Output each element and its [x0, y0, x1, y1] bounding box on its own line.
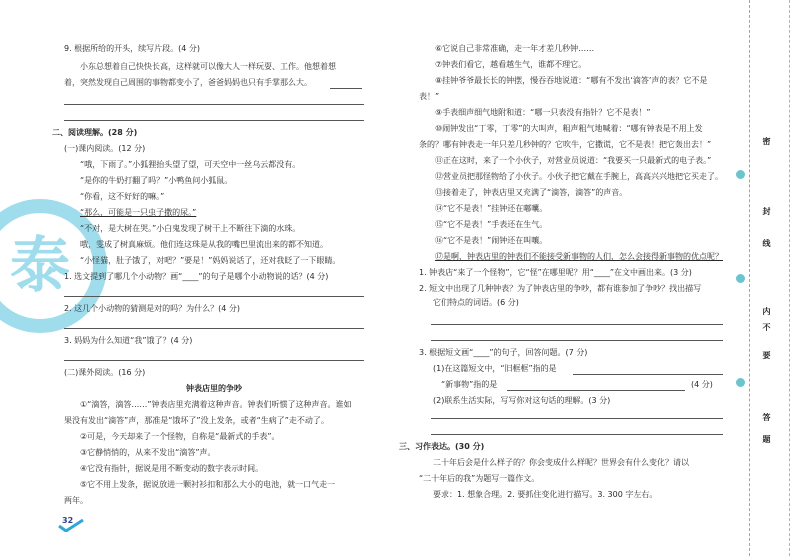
passage-line: “哦，下雨了。”小狐狸抬头望了望，可天空中一丝乌云都没有。 — [80, 160, 301, 169]
answer-line[interactable] — [64, 360, 364, 361]
story-line: 果没有发出“滴答”声，那准是“饿坏了”没上发条，或者“生病了”走不动了。 — [64, 416, 329, 425]
story-line: ⑬接着走了，钟表店里又充满了“滴答，滴答”的声音。 — [435, 188, 628, 197]
seal-text-char: 要 — [762, 351, 771, 360]
question-2-line2: 它们特点的词语。(6 分) — [433, 298, 519, 307]
passage-line: “是你的牛奶打翻了吗？”小鸭鱼问小狐鼠。 — [80, 176, 233, 185]
passage-line: “你看，这不好好的嘛。” — [80, 192, 165, 201]
story-line: 表！” — [419, 92, 440, 101]
answer-line[interactable] — [64, 104, 364, 105]
seal-dot-icon — [736, 274, 745, 283]
answer-line[interactable] — [431, 434, 723, 435]
story-line: ⑨手表细声细气地附和道：“哪一只表没有指针？它不是表！” — [435, 108, 651, 117]
seal-text-char: 题 — [762, 435, 771, 444]
seal-dashed-line — [789, 0, 790, 556]
question-3: 3. 妈妈为什么知道“我”饿了？(4 分) — [64, 336, 193, 345]
story-line: ⑯“它不是表！”闹钟还在叫嚷。 — [435, 236, 548, 245]
question-3-2: (2)联系生活实际，写写你对这句话的理解。(3 分) — [433, 396, 611, 405]
story-line: ⑥它说自己非常准确，走一年才差几秒钟…… — [435, 44, 595, 53]
answer-line[interactable] — [431, 340, 723, 341]
story-line: ②可是，今天却来了一个怪物，自称是“最新式的手表”。 — [80, 432, 280, 441]
page-number: 32 — [62, 516, 74, 525]
right-page — [395, 0, 730, 556]
question-1: 1. 钟表店“来了一个怪物”，它“怪”在哪里呢？用“____”在文中画出来。(3 分) — [419, 268, 692, 277]
seal-text-char: 线 — [762, 239, 771, 248]
question-3-1-points: (4 分) — [691, 380, 713, 389]
seal-line-margin — [733, 0, 800, 556]
question-2-line1: 2. 短文中出现了几种钟表？为了钟表店里的争吵，都有谁参加了争吵？找出描写 — [419, 284, 702, 293]
seal-dot-icon — [736, 378, 745, 387]
svg-text:泰: 泰 — [10, 231, 70, 301]
seal-text-char: 密 — [762, 137, 771, 146]
seal-dashed-line — [749, 0, 750, 556]
story-title: 钟表店里的争吵 — [186, 384, 242, 393]
story-line: ⑧挂钟爷爷最长长的钟摆，慢吞吞地说道：“哪有不发出‘滴答’声的表？它不是 — [435, 76, 708, 85]
answer-line[interactable] — [64, 120, 364, 121]
essay-prompt-line1: 二十年后会是什么样子的？你会变成什么样呢？世界会有什么变化？请以 — [433, 458, 689, 467]
seal-text-char: 内 — [762, 307, 771, 316]
seal-text-char: 不 — [762, 323, 771, 332]
question-3: 3. 根据短文画“____”的句子，回答问题。(7 分) — [419, 348, 588, 357]
q9-title: 9. 根据所给的开头，续写片段。(4 分) — [64, 44, 201, 53]
story-line: ③它静悄悄的，从来不发出“滴答”声。 — [80, 448, 216, 457]
answer-line[interactable] — [507, 390, 685, 391]
story-line: ⑩闹钟发出“丁零，丁零”的大叫声，粗声粗气地喊着：“哪有钟表是不用上发 — [435, 124, 703, 133]
story-line: ⑫营业员把那怪物给了小伙子。小伙子把它戴在手腕上，高高兴兴地把它买走了。 — [435, 172, 723, 181]
answer-line[interactable] — [431, 418, 723, 419]
question-2: 2. 这几个小动物的猜测是对的吗？为什么？(4 分) — [64, 304, 241, 313]
story-line: ⑮“它不是表！”手表还在生气。 — [435, 220, 548, 229]
passage-line: “不对，是大树在哭。”小白鬼发现了树干上不断往下滴的水珠。 — [80, 224, 301, 233]
q9-start-line2: 着，突然发现自己周围的事物都变小了，爸爸妈妈也只有手掌那么大。 — [64, 78, 312, 87]
story-line: ④它没有指针，据说是用不断变动的数字表示时间。 — [80, 464, 264, 473]
answer-line[interactable] — [330, 88, 362, 89]
question-3-1a: (1)在这篇短文中，“旧框框”指的是 — [433, 364, 557, 373]
passage-line: “小怪猫，肚子饿了，对吧？”要是！”妈妈说话了，还对我眨了一下眼睛。 — [80, 256, 341, 265]
answer-line[interactable] — [64, 328, 364, 329]
seal-text-char: 答 — [762, 413, 771, 422]
story-line-underlined: ⑰是啊，钟表店里的钟表们不能接受新事物的人们，怎么会接得新事物的优点呢？ — [435, 252, 723, 261]
story-line: 条的？哪有钟表走一年只差几秒钟的？它吹牛，它撒谎，它不是表！把它轰出去！” — [419, 140, 712, 149]
seal-dot-icon — [736, 170, 745, 179]
part2-title: (二)课外阅读。(16 分) — [64, 368, 146, 377]
q9-start-line1: 小东总想着自己快快长高，这样就可以像大人一样玩耍、工作。他想着想 — [80, 62, 336, 71]
answer-line[interactable] — [64, 296, 364, 297]
story-line: ①“滴答，滴答……”钟表店里充满着这种声音。钟表们听惯了这种声音。谁如 — [80, 400, 352, 409]
part1-title: (一)课内阅读。(12 分) — [64, 144, 146, 153]
question-1: 1. 选文提到了哪几个小动物？画“____”的句子是哪个小动物说的话？(4 分) — [64, 272, 329, 281]
story-line: 两年。 — [64, 496, 88, 505]
essay-requirements: 要求：1. 想象合理。2. 要抓住变化进行描写。3. 300 字左右。 — [433, 490, 658, 499]
section3-title: 三、习作表达。(30 分) — [399, 442, 485, 451]
passage-line: 哦，雯成了树真麻烦。他们连这珠是从我的嘴巴里流出来的都不知道。 — [80, 240, 328, 249]
story-line: ⑪正在这时，来了一个小伙子，对营业员说道：“我要买一只最新式的电子表。” — [435, 156, 712, 165]
question-3-1b: “新事物”指的是 — [441, 380, 498, 389]
story-line: ⑦钟表们看它，越看越生气，谁都不理它。 — [435, 60, 587, 69]
seal-text-char: 封 — [762, 207, 771, 216]
passage-line-underlined: “那么，可能是一只虫子撒的尿。” — [80, 208, 197, 217]
story-line: ⑤它不用上发条，据说放进一颗衬衫扣和那么大小的电池，就一口气走一 — [80, 480, 336, 489]
answer-line[interactable] — [573, 374, 723, 375]
left-page — [0, 0, 395, 556]
answer-line[interactable] — [431, 324, 723, 325]
essay-prompt-line2: “二十年后的我”为题写一篇作文。 — [419, 474, 540, 483]
story-line: ⑭“它不是表！”挂钟还在嘟囔。 — [435, 204, 548, 213]
section2-title: 二、阅读理解。(28 分) — [52, 128, 138, 137]
